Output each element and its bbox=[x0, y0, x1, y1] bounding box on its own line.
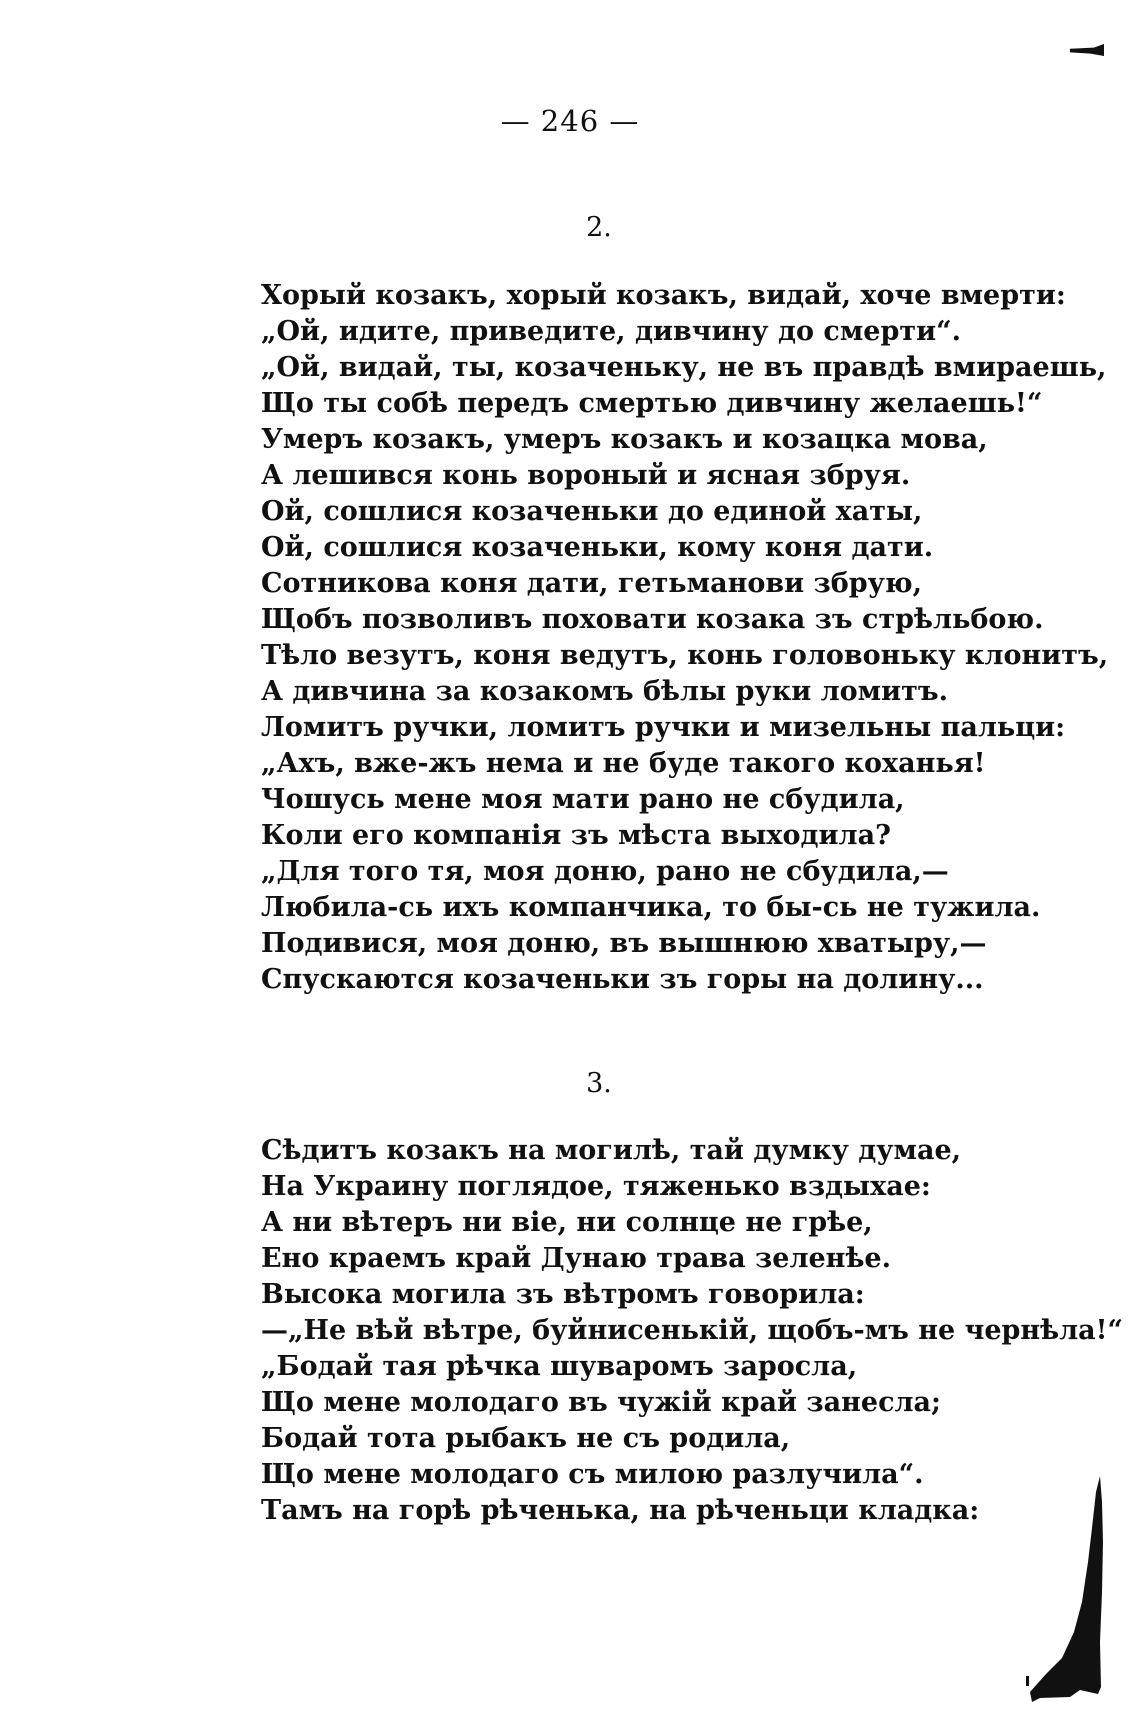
poem-line: Спускаются козаченьки зъ горы на долину... bbox=[261, 964, 984, 995]
poem-line: „Для того тя, моя доню, рано не сбудила,— bbox=[261, 856, 949, 887]
poem-line: Щобъ позволивъ поховати козака зъ стрѣльбою. bbox=[261, 604, 1044, 635]
poem-line: Чошусь мене моя мати рано не сбудила, bbox=[261, 784, 905, 815]
poem-line: А ни вѣтеръ ни віе, ни солнце не грѣе, bbox=[261, 1207, 873, 1238]
poem-line: „Бодай тая рѣчка шуваромъ заросла, bbox=[261, 1351, 858, 1382]
poem-line: Подивися, моя доню, въ вышнюю хватыру,— bbox=[261, 928, 987, 959]
poem-line: „Ой, идите, приведите, дивчину до смерти“. bbox=[261, 316, 962, 347]
poem-section-3 bbox=[261, 1133, 1124, 1529]
poem-line: Любила-сь ихъ компанчика, то бы-сь не тужила. bbox=[261, 892, 1041, 923]
poem-section-2 bbox=[261, 278, 1109, 998]
poem-line: Умеръ козакъ, умеръ козакъ и козацка мова, bbox=[261, 424, 988, 455]
section-number-2: 2. bbox=[586, 212, 612, 243]
poem-line: Тамъ на горѣ рѣченька, на рѣченьци кладка: bbox=[261, 1495, 980, 1526]
poem-line: Сотникова коня дати, гетьманови збрую, bbox=[261, 568, 923, 599]
poem-line: А дивчина за козакомъ бѣлы руки ломитъ. bbox=[261, 676, 948, 707]
poem-line: Що ты собѣ передъ смертью дивчину желаешь!“ bbox=[261, 388, 1043, 419]
section-number-3: 3. bbox=[586, 1068, 612, 1099]
scan-mark-top bbox=[1070, 44, 1104, 56]
poem-line: Що мене молодаго въ чужій край занесла; bbox=[261, 1387, 942, 1418]
page-number: — 246 — bbox=[500, 104, 640, 138]
poem-line: Бодай тота рыбакъ не съ родила, bbox=[261, 1423, 791, 1454]
poem-line: Ено краемъ край Дунаю трава зеленѣе. bbox=[261, 1243, 892, 1274]
poem-line: Высока могила зъ вѣтромъ говорила: bbox=[261, 1279, 865, 1310]
poem-line: —„Не вѣй вѣтре, буйнисенькій, щобъ-мъ не чернѣла!“ bbox=[261, 1315, 1124, 1346]
poem-line: Що мене молодаго съ милою разлучила“. bbox=[261, 1459, 924, 1490]
poem-line: Ой, сошлися козаченьки, кому коня дати. bbox=[261, 532, 934, 563]
poem-line: Хорый козакъ, хорый козакъ, видай, хоче вмерти: bbox=[261, 280, 1066, 311]
poem-line: А лешився конь вороный и ясная збруя. bbox=[261, 460, 911, 491]
poem-line: „Ой, видай, ты, козаченьку, не въ правдѣ вмираешь, bbox=[261, 352, 1107, 383]
poem-line: Ломитъ ручки, ломитъ ручки и мизельны пальци: bbox=[261, 712, 1066, 743]
poem-line: „Ахъ, вже-жъ нема и не буде такого коханья! bbox=[261, 748, 986, 779]
scan-edge-mark bbox=[1010, 1462, 1110, 1712]
poem-line: Сѣдитъ козакъ на могилѣ, тай думку думае, bbox=[261, 1135, 962, 1166]
poem-line: На Украину поглядое, тяженько вздыхае: bbox=[261, 1171, 931, 1202]
poem-line: Коли его компанія зъ мѣста выходила? bbox=[261, 820, 891, 851]
poem-line: Тѣло везутъ, коня ведутъ, конь головоньку клонитъ, bbox=[261, 640, 1109, 671]
poem-line: Ой, сошлися козаченьки до единой хаты, bbox=[261, 496, 923, 527]
